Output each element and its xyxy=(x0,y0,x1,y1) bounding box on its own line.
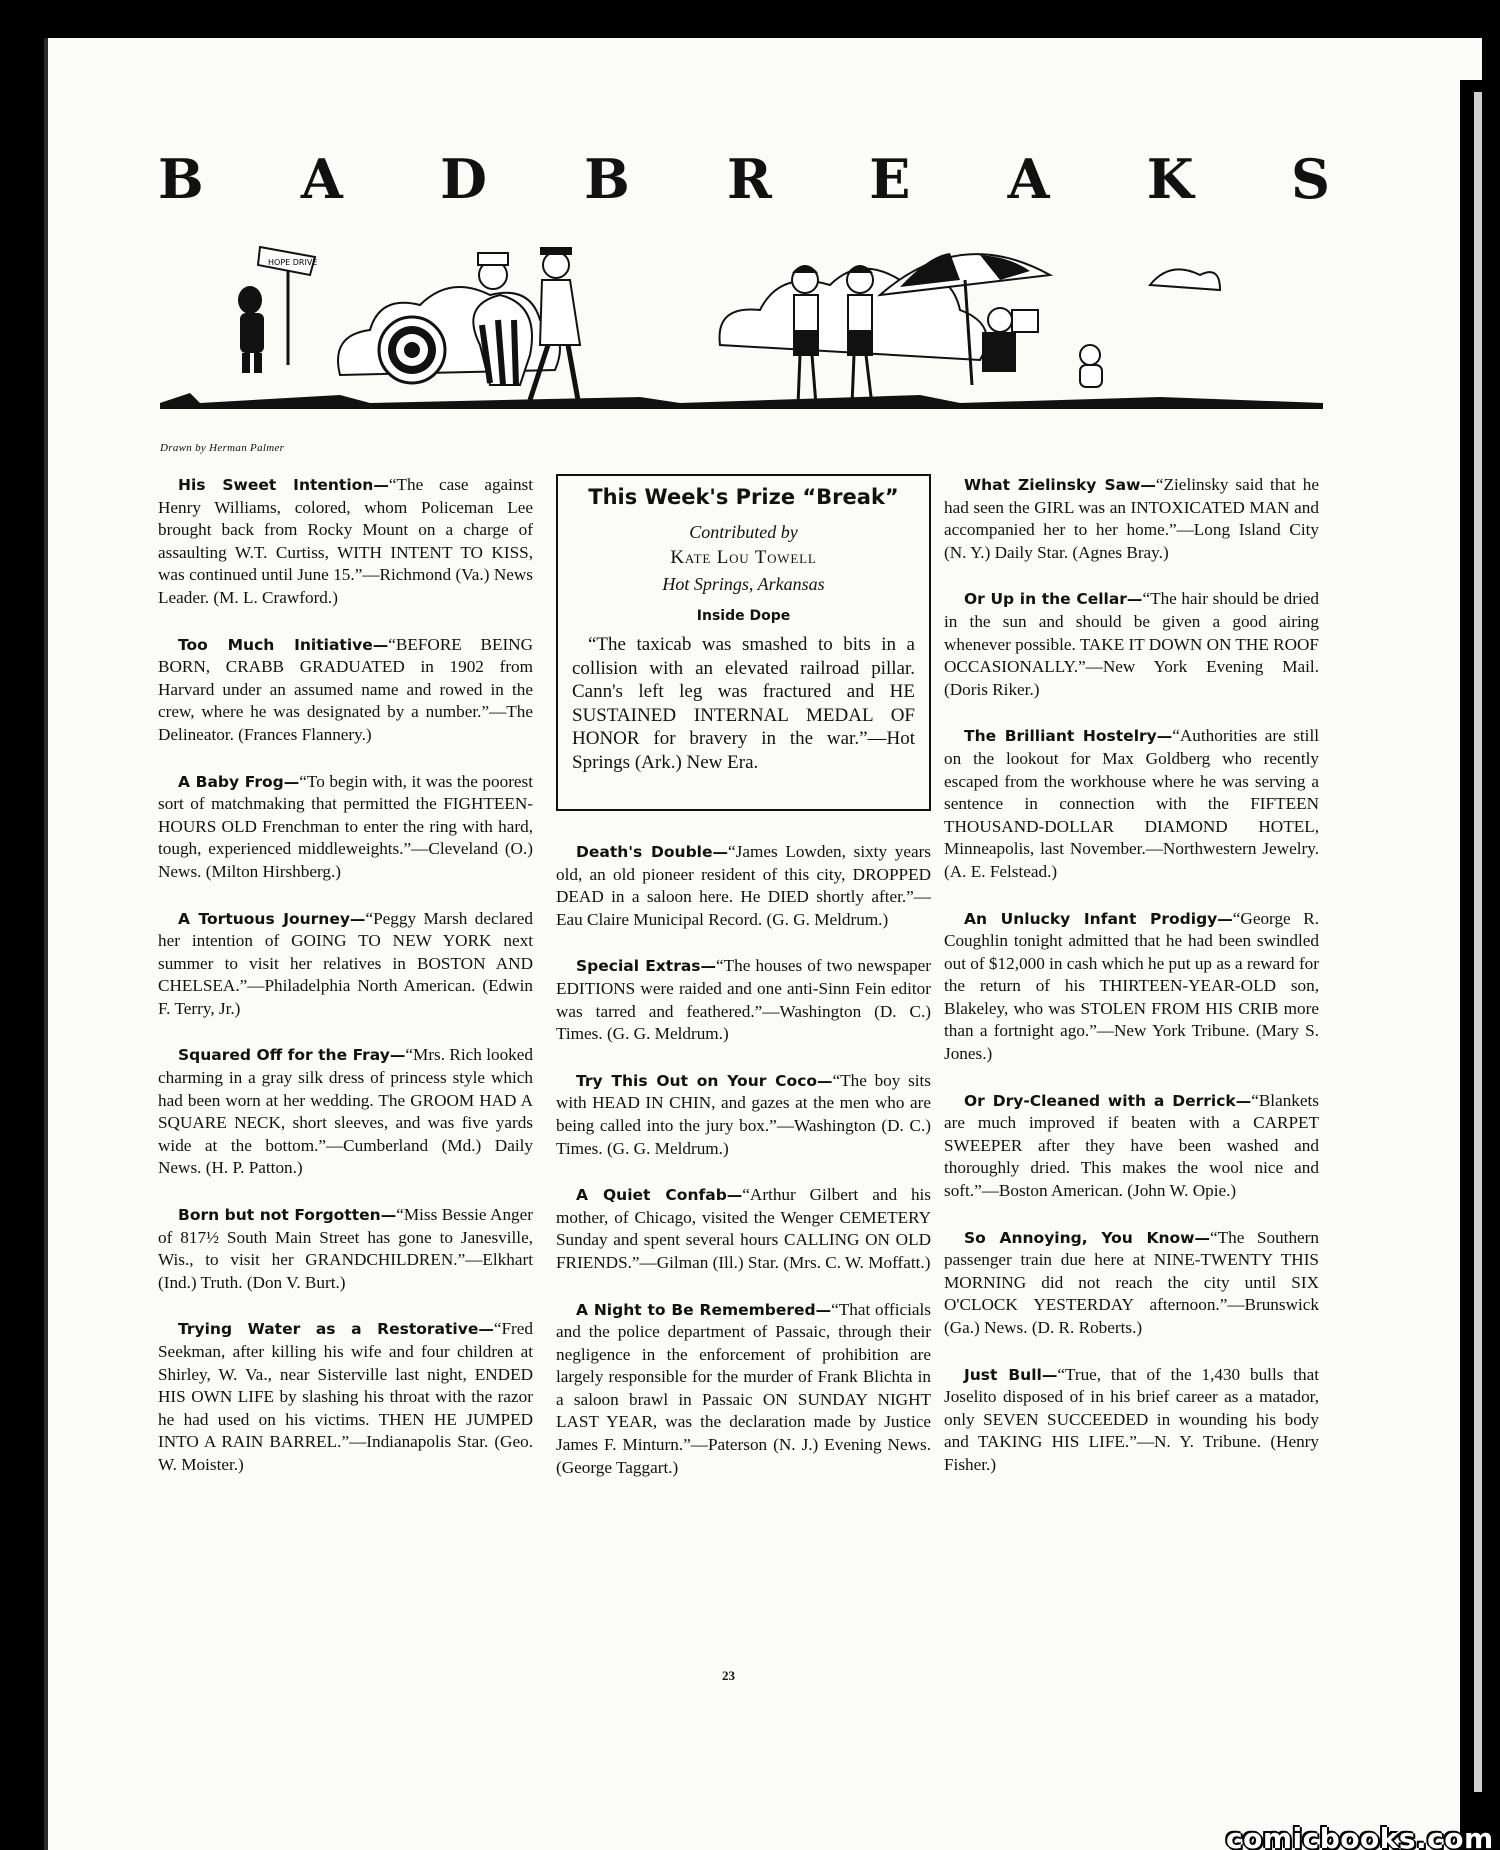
prize-contributor-name: Kate Lou Towell xyxy=(670,546,817,568)
entry-title: An Unlucky Infant Prodigy— xyxy=(964,909,1233,928)
entry-text: “BEFORE BEING BORN, CRABB GRADUATED in 1902 from Harvard under an assumed name and rowed in the crew, where he was designated by a number.”—The Delineator. (Frances Flannery.) xyxy=(158,634,533,744)
article-entry xyxy=(556,1070,931,1160)
entry-text: “To begin with, it was the poorest sort of matchmaking that permitted the FIGHTEEN-HOURS OLD Frenchman to enter the ring with hard, tough, experienced middleweights.”—Cleveland (O.) News. (Milton Hirshberg.) xyxy=(158,771,534,881)
entry-text: “The houses of two newspaper EDITIONS were raided and one anti-Sinn Fein editor was tarred and feathered.”—Washington (D. C.) Times. (G. G. Meldrum.) xyxy=(556,956,931,1044)
entry-title: Death's Double— xyxy=(576,843,729,861)
article-entry xyxy=(944,908,1319,1066)
heading-letter: B xyxy=(584,147,630,211)
prize-place: Hot Springs, Arkansas xyxy=(662,573,825,594)
article-entry xyxy=(158,1044,533,1180)
entry-title: Too Much Initiative— xyxy=(178,635,389,654)
entry-text: “George R. Coughlin tonight admitted that he had been swindled out of $12,000 in cash which he put up as a reward for the return of his THIRTEEN-YEAR-OLD son, Blakeley, who was STOLEN FROM HIS CRIB more than a fortnight ago.”—New York Tribune. (Mary S. Jones.) xyxy=(944,908,1319,1064)
entry-text: “Fred Seekman, after killing his wife and four children at Shirley, W. Va., near Sisterville last night, ENDED HIS OWN LIFE by slashing his throat with the razor he had used on his victims. THEN HE JUMPED INTO A RAIN BARREL.”—Indianapolis Star. (Geo. W. Moister.) xyxy=(158,1319,533,1474)
prize-body: “The taxicab was smashed to bits in a collision with an elevated railroad pillar. Cann's left leg was fractured and HE SUSTAINED INTERNAL MEDAL OF HONOR for bravery in the war.”—Hot Springs (Ark.) New Era. xyxy=(572,634,915,773)
entry-title: A Baby Frog— xyxy=(178,772,300,791)
prize-heading: This Week's Prize “Break” xyxy=(588,485,899,509)
article-entry xyxy=(158,474,533,610)
prize-contributed: Contributed by xyxy=(689,521,798,542)
entry-text: “Authorities are still on the lookout for Max Goldberg who recently escaped from the workhouse where he was serving a sentence in connection with the FIFTEEN THOUSAND-DOLLAR DIAMOND HOTEL, Minneapolis, last November.—Northwestern Jewelry. (A. E. Felstead.) xyxy=(944,726,1319,881)
heading-letter: R xyxy=(727,147,772,211)
entry-title: So Annoying, You Know— xyxy=(964,1228,1210,1247)
site-watermark: comicbooks.com xyxy=(1226,1822,1494,1850)
article-entry xyxy=(556,1299,931,1480)
entry-title: A Quiet Confab— xyxy=(576,1186,743,1205)
entry-title: Special Extras— xyxy=(576,957,717,976)
page-number: 23 xyxy=(722,1668,735,1683)
entry-text: “Blankets are much improved if beaten with a CARPET SWEEPER after they have been washed and thoroughly dried. This makes the wool nice and soft.”—Boston American. (John W. Opie.) xyxy=(944,1090,1319,1201)
article-entry xyxy=(556,955,931,1045)
column-right xyxy=(944,474,1319,1501)
column-middle xyxy=(556,474,931,1503)
article-entry xyxy=(158,1204,533,1294)
beach-illustration xyxy=(160,235,1323,437)
column-left xyxy=(158,474,533,1501)
article-entry xyxy=(158,1318,533,1476)
heading-letter: A xyxy=(1007,147,1050,211)
article-entry xyxy=(944,1090,1319,1203)
entry-title: A Night to Be Remembered— xyxy=(576,1300,832,1319)
sign-text: HOPE DRIVE xyxy=(268,258,318,267)
entry-text: “Miss Bessie Anger of 817½ South Main Street has gone to Janesville, Wis., to visit her GRANDCHILDREN.”—Elkhart (Ind.) Truth. (Don V. Burt.) xyxy=(158,1205,533,1292)
entry-title: Try This Out on Your Coco— xyxy=(576,1071,833,1090)
entry-title: Squared Off for the Fray— xyxy=(178,1046,406,1065)
entry-title: Or Up in the Cellar— xyxy=(964,590,1143,609)
heading-letter: A xyxy=(300,147,343,211)
prize-break-box xyxy=(556,474,931,811)
entry-text: “The hair should be dried in the sun and should be given a good airing whenever possible. TAKE IT DOWN ON THE ROOF OCCASIONALLY.”—New York Evening Mail. (Doris Riker.) xyxy=(944,589,1319,699)
entry-title: Just Bull— xyxy=(964,1365,1058,1384)
article-entry xyxy=(944,1364,1319,1477)
article-entry xyxy=(944,1227,1319,1340)
article-entry xyxy=(158,908,533,1021)
entry-title: What Zielinsky Saw— xyxy=(964,476,1156,494)
entry-text: “The Southern passenger train due here at NINE-TWENTY THIS MORNING did not reach the city until SIX O'CLOCK YESTERDAY afternoon.”—Brunswick (Ga.) News. (D. R. Roberts.) xyxy=(944,1227,1319,1337)
article-entry xyxy=(556,1184,931,1274)
article-entry xyxy=(944,474,1319,564)
entry-title: The Brilliant Hostelry— xyxy=(964,727,1173,746)
entry-title: A Tortuous Journey— xyxy=(178,909,366,928)
entry-text: “The boy sits with HEAD IN CHIN, and gazes at the men who are being called into the jury box.”—Washington (D. C.) Times. (G. G. Meldrum.) xyxy=(556,1070,931,1158)
entry-title: Trying Water as a Restorative— xyxy=(178,1320,494,1339)
heading-letter: B xyxy=(158,147,204,211)
illustration-credit: Drawn by Herman Palmer xyxy=(160,442,285,454)
article-entry xyxy=(944,725,1319,883)
entry-title: Or Dry-Cleaned with a Derrick— xyxy=(964,1091,1252,1110)
page-edge-strip xyxy=(1474,92,1482,1792)
entry-text: “James Lowden, sixty years old, an old pioneer resident of this city, DROPPED DEAD in a saloon here. He DIED shortly after.”—Eau Claire Municipal Record. (G. G. Meldrum.) xyxy=(556,842,931,929)
entry-text: “Mrs. Rich looked charming in a gray silk dress of princess style which had been worn at her wedding. The GROOM HAD A SQUARE NECK, short sleeves, and was five yards wide at the bottom.”—Cumberland (Md.) Daily News. (H. P. Patton.) xyxy=(158,1045,533,1178)
entry-text: “Arthur Gilbert and his mother, of Chicago, visited the Wenger CEMETERY Sunday and spent several hours CALLING ON OLD FRIENDS.”—Gilman (Ill.) Star. (Mrs. C. W. Moffatt.) xyxy=(556,1185,931,1272)
heading-letter: E xyxy=(869,147,911,211)
entry-text: “Zielinsky said that he had seen the GIRL was an INTOXICATED MAN and accompanied her to her home.”—Long Island City (N. Y.) Daily Star. (Agnes Bray.) xyxy=(944,475,1319,562)
entry-title: Born but not Forgotten— xyxy=(178,1206,397,1225)
article-entry xyxy=(556,841,931,931)
article-entry xyxy=(158,771,533,884)
entry-text: “Peggy Marsh declared her intention of GOING TO NEW YORK next summer to visit her relatives in BOSTON AND CHELSEA.”—Philadelphia North American. (Edwin F. Terry, Jr.) xyxy=(158,908,533,1018)
entry-text: “The case against Henry Williams, colored, whom Policeman Lee brought back from Rocky Mount on a charge of assaulting W.T. Curtiss, WITH INTENT TO KISS, was continued until June 15.”—Richmond (Va.) News Leader. (M. L. Crawford.) xyxy=(158,475,533,607)
article-entry xyxy=(158,634,533,747)
entry-title: His Sweet Intention— xyxy=(178,476,389,494)
heading-letter: D xyxy=(440,147,487,211)
entry-text: “That officials and the police department of Passaic, through their negligence in the enforcement of prohibition are largely responsible for the murder of Frank Blichta in a saloon brawl in Passaic ON SUNDAY NIGHT LAST YEAR, was the declaration made by Justice James F. Minturn.”—Paterson (N. J.) Evening News. (George Taggart.) xyxy=(556,1299,931,1477)
heading-letter: S xyxy=(1290,147,1330,211)
article-entry xyxy=(944,588,1319,701)
entry-text: “True, that of the 1,430 bulls that Joselito disposed of in his brief career as a matador, only SEVEN SUCCEEDED in wounding his body and TAKING HIS LIFE.”—N. Y. Tribune. (Henry Fisher.) xyxy=(944,1364,1319,1474)
prize-title: Inside Dope xyxy=(696,607,791,624)
page-heading xyxy=(158,144,1330,214)
heading-letter: K xyxy=(1146,147,1194,211)
